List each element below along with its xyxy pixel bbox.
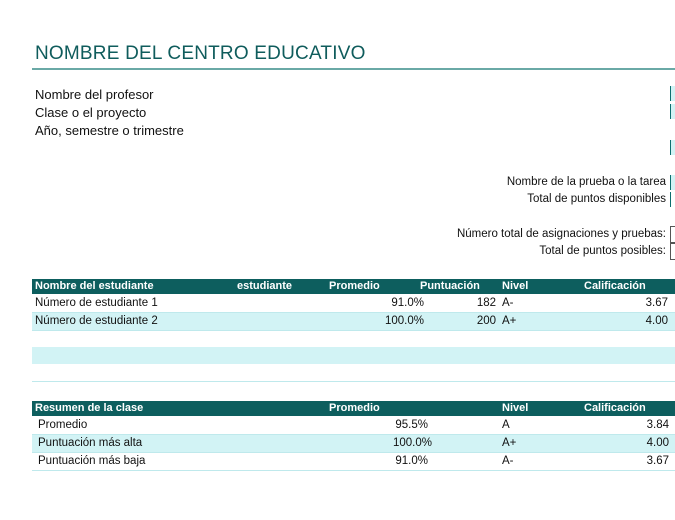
col-student-name[interactable]: Nombre del estudiante (35, 280, 154, 292)
student-score: 182 (476, 297, 496, 309)
term-cell[interactable] (670, 140, 675, 155)
total-possible-points-value (670, 243, 675, 260)
summary-label: Puntuación más alta (38, 437, 143, 449)
title-divider (32, 68, 675, 70)
summary-row[interactable] (32, 417, 675, 435)
col-grade[interactable]: Calificación (584, 280, 646, 292)
students-table-header (32, 279, 675, 294)
student-level: A+ (502, 315, 517, 327)
table-row-empty[interactable] (32, 364, 675, 382)
col-summary-level[interactable]: Nivel (502, 402, 529, 414)
col-summary-grade[interactable]: Calificación (584, 402, 646, 414)
table-row[interactable] (32, 295, 675, 313)
term-label: Año, semestre o trimestre (35, 123, 184, 138)
col-score[interactable]: Puntuación (420, 280, 480, 292)
student-score: 200 (476, 315, 496, 327)
student-average: 91.0% (391, 297, 424, 309)
student-level: A- (502, 297, 514, 309)
student-average: 100.0% (384, 315, 424, 327)
class-project-cell[interactable] (670, 104, 675, 119)
summary-average: 100.0% (392, 437, 432, 449)
summary-grade: 3.67 (646, 455, 669, 467)
total-points-available-cell[interactable] (670, 192, 675, 207)
student-grade: 3.67 (645, 297, 668, 309)
total-assignments-value (670, 226, 675, 243)
total-possible-points-label: Total de puntos posibles: (539, 245, 666, 257)
col-level[interactable]: Nivel (502, 280, 529, 292)
summary-label: Promedio (38, 419, 88, 431)
table-row[interactable] (32, 313, 675, 331)
summary-average: 95.5% (395, 419, 428, 431)
summary-table-header (32, 401, 675, 416)
summary-grade: 3.84 (646, 419, 669, 431)
summary-average: 91.0% (395, 455, 428, 467)
teacher-name-label: Nombre del profesor (35, 87, 154, 102)
summary-label: Puntuación más baja (38, 455, 146, 467)
student-name: Número de estudiante 1 (35, 297, 158, 309)
table-row-empty[interactable] (32, 347, 675, 365)
student-name: Número de estudiante 2 (35, 315, 158, 327)
teacher-name-cell[interactable] (670, 86, 675, 101)
summary-grade: 4.00 (646, 437, 669, 449)
col-average[interactable]: Promedio (329, 280, 380, 292)
col-student-id[interactable]: estudiante (237, 280, 293, 292)
test-name-cell[interactable] (670, 175, 675, 190)
summary-level: A- (502, 455, 514, 467)
summary-row[interactable] (32, 453, 675, 471)
test-name-label: Nombre de la prueba o la tarea (506, 176, 666, 188)
summary-row[interactable] (32, 435, 675, 453)
total-assignments-label: Número total de asignaciones y pruebas: (456, 228, 666, 240)
summary-level: A (502, 419, 510, 431)
col-summary-average[interactable]: Promedio (329, 402, 380, 414)
summary-level: A+ (502, 437, 517, 449)
student-grade: 4.00 (645, 315, 668, 327)
page-title: NOMBRE DEL CENTRO EDUCATIVO (35, 43, 366, 64)
col-summary[interactable]: Resumen de la clase (35, 402, 144, 414)
total-points-available-label: Total de puntos disponibles (527, 193, 666, 205)
class-project-label: Clase o el proyecto (35, 105, 147, 120)
